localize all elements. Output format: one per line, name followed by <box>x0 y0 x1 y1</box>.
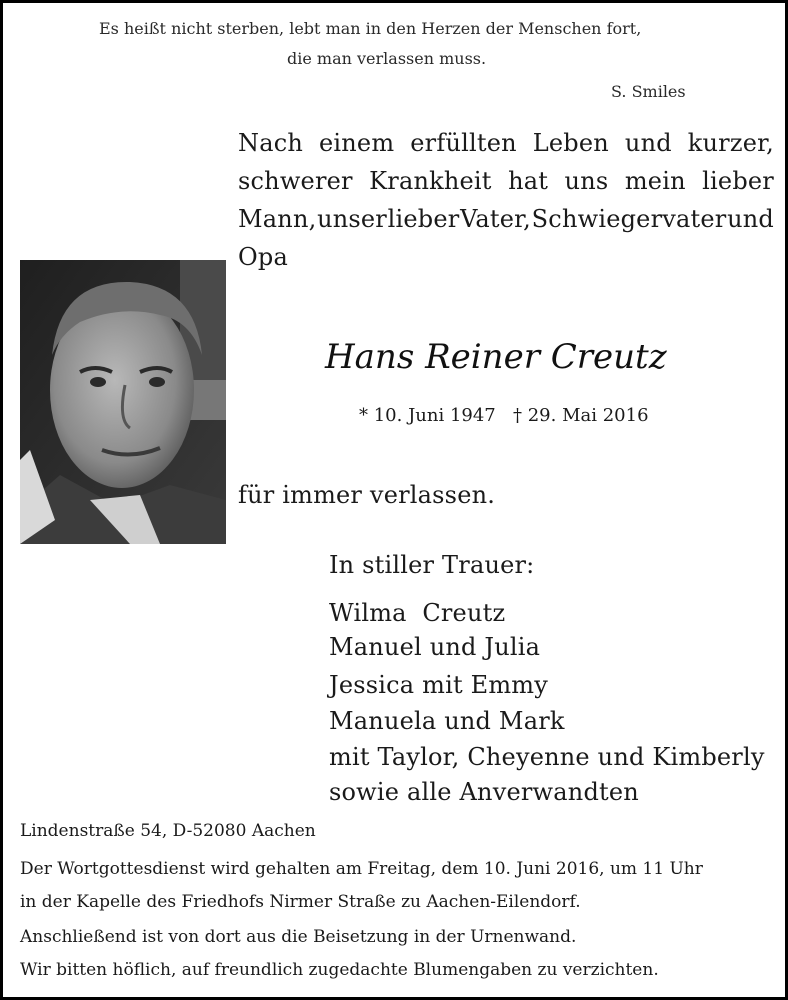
mourner-name: Wilma Creutz <box>329 599 506 627</box>
intro-word: und <box>727 205 774 233</box>
intro-word: schwerer <box>238 167 353 195</box>
portrait-image <box>20 260 226 544</box>
intro-line-4: Opa <box>238 243 288 271</box>
mourner-name: Manuela und Mark <box>329 707 565 735</box>
service-line-2: in der Kapelle des Friedhofs Nirmer Straße zu Aachen-Eilendorf. <box>20 892 581 912</box>
intro-word: Vater, <box>460 205 532 233</box>
intro-word: kurzer, <box>687 129 774 157</box>
mourners-heading: In stiller Trauer: <box>329 551 535 579</box>
deceased-name: Hans Reiner Creutz <box>325 337 667 377</box>
intro-word: Schwiegervater <box>531 205 727 233</box>
service-line-1: Der Wortgottesdienst wird gehalten am Freitag, dem 10. Juni 2016, um 11 Uhr <box>20 859 703 879</box>
quote-line-1: Es heißt nicht sterben, lebt man in den Herzen der Menschen fort, <box>99 19 642 38</box>
intro-word: lieber <box>702 167 774 195</box>
intro-word: erfüllten <box>410 129 517 157</box>
intro-word: lieber <box>387 205 460 233</box>
mourner-name: sowie alle Anverwandten <box>329 778 639 806</box>
service-line-4: Wir bitten höflich, auf freundlich zugedachte Blumengaben zu verzichten. <box>20 960 659 980</box>
address: Lindenstraße 54, D-52080 Aachen <box>20 821 316 841</box>
quote-author: S. Smiles <box>611 82 686 101</box>
intro-word: Leben <box>532 129 609 157</box>
intro-word: Krankheit <box>369 167 492 195</box>
portrait-photo <box>20 260 226 544</box>
intro-word: mein <box>624 167 686 195</box>
closing-line: für immer verlassen. <box>238 481 496 509</box>
intro-line-2 <box>238 167 774 195</box>
birth-date: * 10. Juni 1947 <box>359 405 496 426</box>
intro-word: einem <box>319 129 395 157</box>
intro-word: Mann, <box>238 205 317 233</box>
mourner-name: mit Taylor, Cheyenne und Kimberly <box>329 743 765 771</box>
mourner-name: Jessica mit Emmy <box>329 671 549 699</box>
intro-word: unser <box>317 205 387 233</box>
death-date: † 29. Mai 2016 <box>513 405 649 426</box>
quote-line-2: die man verlassen muss. <box>287 49 487 68</box>
intro-word: und <box>624 129 672 157</box>
intro-word: uns <box>564 167 609 195</box>
mourner-name: Manuel und Julia <box>329 633 541 661</box>
intro-line-1 <box>238 129 774 157</box>
intro-line-3 <box>238 205 774 233</box>
intro-word: Nach <box>238 129 304 157</box>
service-line-3: Anschließend ist von dort aus die Beisetzung in der Urnenwand. <box>20 927 577 947</box>
intro-word: hat <box>508 167 549 195</box>
